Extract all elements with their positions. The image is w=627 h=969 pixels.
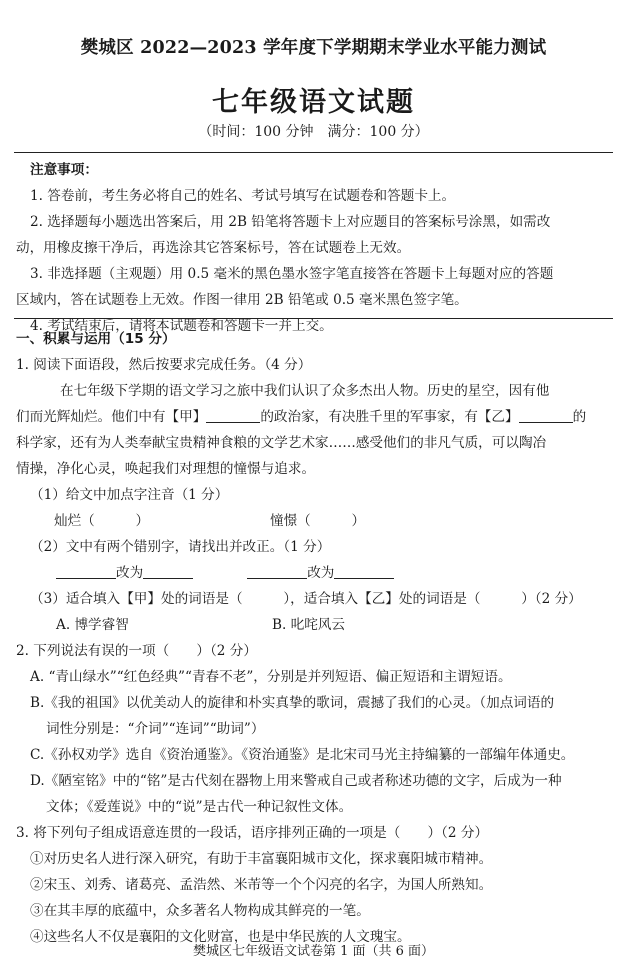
notice-heading: 注意事项：	[30, 162, 98, 178]
q1-stem: 1. 阅读下面语段，然后按要求完成任务。（4 分）	[16, 357, 312, 373]
divider-top	[14, 152, 613, 153]
q1-options	[16, 612, 614, 638]
notice-item-3-line-2: 区域内，答在试题卷上无效。作图一律用 2B 铅笔或 0.5 毫米黑色签字笔。	[16, 292, 468, 308]
q2-option-b-line-2: 词性分别是：“介词”“连词”“助词”）	[46, 721, 265, 737]
q1-passage-line-1: 在七年级下学期的语文学习之旅中我们认识了众多杰出人物。历史的星空，因有他	[60, 383, 550, 399]
q2-stem: 2. 下列说法有误的一项（ ）（2 分）	[16, 643, 257, 659]
notice-item-1: 1. 答卷前，考生务必将自己的姓名、考试号填写在试题卷和答题卡上。	[30, 188, 456, 204]
blank-jia[interactable]	[206, 407, 260, 423]
q2-option-a[interactable]: A. “青山绿水”“红色经典”“青春不老”，分别是并列短语、偏正短语和主谓短语。	[30, 669, 512, 685]
notice-item-2-line-2: 动，用橡皮擦干净后，再选涂其它答案标号，答在试题卷上无效。	[16, 240, 411, 256]
q1-passage-line-2	[16, 404, 614, 430]
q3-sentence-3: ③在其丰厚的底蕴中，众多著名人物构成其鲜亮的一笔。	[30, 903, 370, 919]
blank-yi[interactable]	[519, 407, 573, 423]
section-1-heading: 一、积累与运用（15 分）	[16, 331, 176, 347]
q1-correction-row	[16, 560, 614, 586]
typo-blank-2[interactable]	[247, 563, 307, 579]
section-1	[16, 326, 614, 950]
option-a[interactable]: A. 博学睿智	[56, 617, 129, 633]
divider-bottom	[14, 318, 613, 319]
notice-block	[16, 157, 614, 339]
pinyin-item-canlan[interactable]: 灿烂（ ）	[54, 513, 150, 529]
typo-blank-1[interactable]	[56, 563, 116, 579]
q2-option-d-line-1[interactable]: D.《陋室铭》中的“铭”是古代刻在器物上用来警戒自己或者称述功德的文字，后成为一种	[30, 773, 562, 789]
q1-passage-line-4: 情操，净化心灵，唤起我们对理想的憧憬与追求。	[16, 461, 316, 477]
page-title: 七年级语文试题	[212, 87, 415, 118]
option-b[interactable]: B. 叱咤风云	[272, 617, 346, 633]
q3-sentence-1: ①对历史名人进行深入研究，有助于丰富襄阳城市文化，探求襄阳城市精神。	[30, 851, 493, 867]
q1-passage-text: 的	[572, 409, 587, 425]
q1-sub-3: （3）适合填入【甲】处的词语是（ ），适合填入【乙】处的词语是（ ）（2 分）	[30, 591, 582, 607]
exam-title: 樊城区 2022—2023 学年度下学期期末学业水平能力测试	[80, 38, 547, 58]
fix-blank-1[interactable]	[143, 563, 193, 579]
exam-time-score: （时间：100 分钟 满分：100 分）	[198, 124, 429, 140]
q1-pinyin-row	[16, 508, 614, 534]
q3-stem: 3. 将下列句子组成语意连贯的一段话，语序排列正确的一项是（ ）（2 分）	[16, 825, 489, 841]
q1-sub-2: （2）文中有两个错别字，请找出并改正。（1 分）	[30, 539, 331, 555]
notice-item-4: 4. 考试结束后，请将本试题卷和答题卡一并上交。	[30, 318, 333, 334]
page-footer: 樊城区七年级语文试卷第 1 面（共 6 面）	[192, 944, 435, 959]
correct-label: 改为	[116, 565, 144, 581]
q3-sentence-2: ②宋玉、刘秀、诸葛亮、孟浩然、米芾等一个个闪亮的名字，为国人所熟知。	[30, 877, 493, 893]
correct-label: 改为	[307, 565, 335, 581]
q1-sub-1: （1）给文中加点字注音（1 分）	[30, 487, 229, 503]
q1-passage-text: 们而光辉灿烂。他们中有【甲】	[16, 409, 207, 425]
pinyin-item-chongjing[interactable]: 憧憬（ ）	[270, 513, 366, 529]
q2-option-b-line-1[interactable]: B.《我的祖国》以优美动人的旋律和朴实真挚的歌词，震撼了我们的心灵。（加点词语的	[30, 695, 555, 711]
notice-item-3-line-1: 3. 非选择题（主观题）用 0.5 毫米的黑色墨水签字笔直接答在答题卡上每题对应的答题	[30, 266, 554, 282]
q3-sentence-4: ④这些名人不仅是襄阳的文化财富，也是中华民族的人文瑰宝。	[30, 929, 411, 945]
q1-passage-text: 的政治家，有决胜千里的军事家，有【乙】	[260, 409, 519, 425]
q1-passage-line-3: 科学家，还有为人类奉献宝贵精神食粮的文学艺术家……感受他们的非凡气质，可以陶冶	[16, 435, 547, 451]
q2-option-d-line-2: 文体；《爱莲说》中的“说”是古代一种记叙性文体。	[46, 799, 353, 815]
notice-item-2-line-1: 2. 选择题每小题选出答案后，用 2B 铅笔将答题卡上对应题目的答案标号涂黑，如需改	[30, 214, 551, 230]
fix-blank-2[interactable]	[334, 563, 394, 579]
q2-option-c[interactable]: C.《孙权劝学》选自《资治通鉴》。《资治通鉴》是北宋司马光主持编纂的一部编年体通史。	[30, 747, 575, 763]
